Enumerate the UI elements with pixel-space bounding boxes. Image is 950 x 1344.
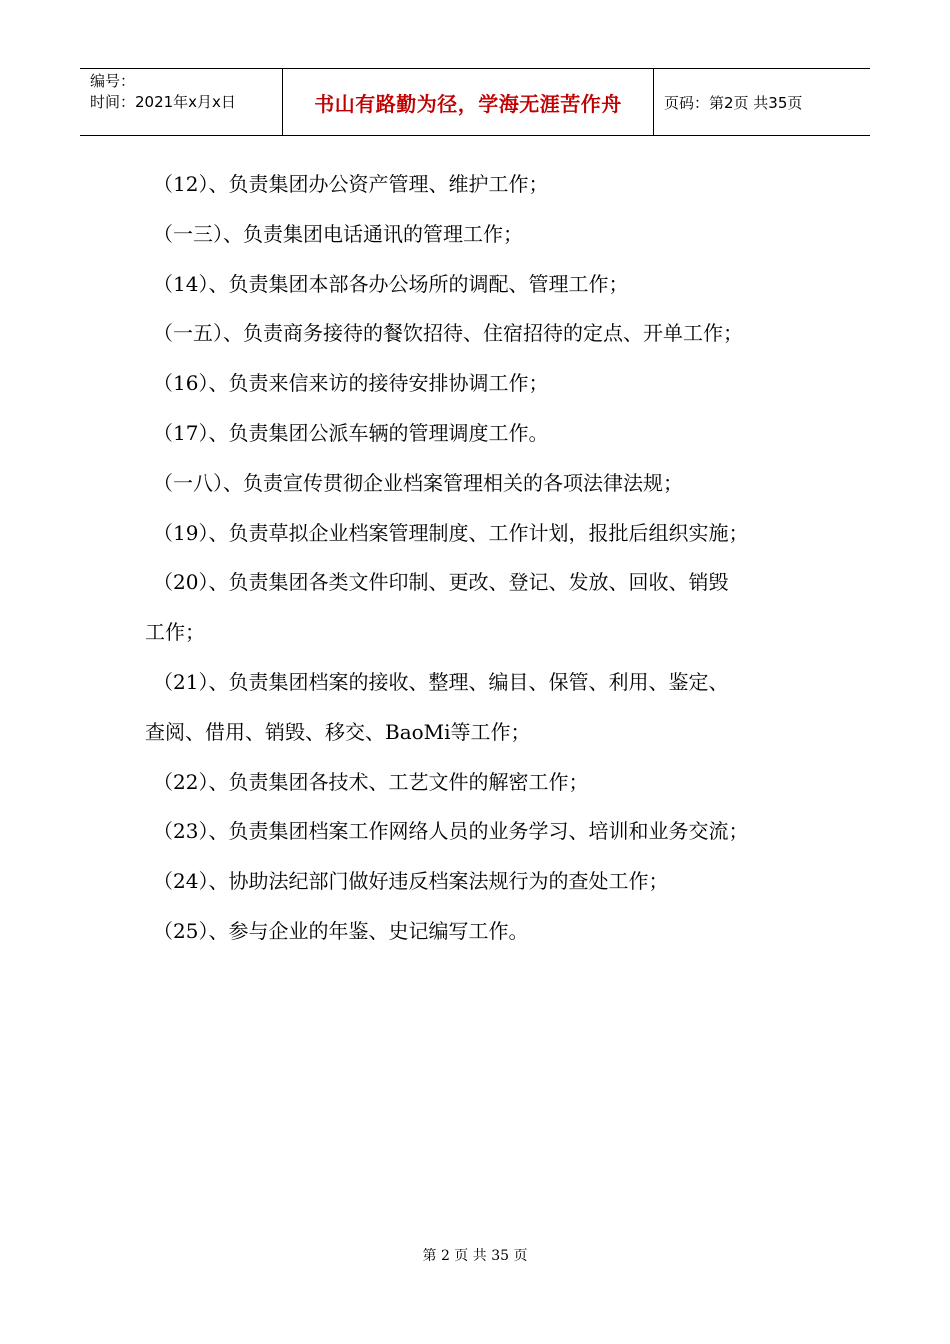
list-item: （22）、负责集团各技术、工艺文件的解密工作；	[153, 769, 589, 794]
list-item: （23）、负责集团档案工作网络人员的业务学习、培训和业务交流；	[153, 819, 749, 844]
footer-page-number: 第 2 页 共 35 页	[422, 1248, 528, 1264]
list-item: （一五）、负责商务接待的餐饮招待、住宿招待的定点、开单工作；	[153, 321, 743, 346]
document-body	[145, 160, 815, 957]
header-meta	[80, 69, 282, 135]
page-footer	[0, 1245, 950, 1265]
list-item: （14）、负责集团本部各办公场所的调配、管理工作；	[153, 271, 629, 296]
list-item: （25）、参与企业的年鉴、史记编写工作。	[153, 918, 529, 943]
list-item: （12）、负责集团办公资产管理、维护工作；	[153, 172, 549, 196]
list-item-continuation: 查阅、借用、销毁、移交、BaoMi等工作；	[145, 719, 531, 744]
list-item: （20）、负责集团各类文件印制、更改、登记、发放、回收、销毁	[153, 570, 729, 595]
page-info-text: 页码：第2页 共35页	[664, 93, 803, 112]
list-item: （17）、负责集团公派车辆的管理调度工作。	[153, 420, 549, 445]
page-header	[80, 68, 870, 136]
motto-text: 书山有路勤为径，学海无涯苦作舟	[314, 91, 622, 116]
list-item: （24）、协助法纪部门做好违反档案法规行为的查处工作；	[153, 869, 669, 894]
list-item: （21）、负责集团档案的接收、整理、编目、保管、利用、鉴定、	[153, 669, 729, 694]
list-item: （19）、负责草拟企业档案管理制度、工作计划，报批后组织实施；	[153, 520, 749, 545]
header-page-info	[654, 69, 870, 135]
document-number-label: 编号：	[90, 72, 136, 90]
document-time-label: 时间：2021年x月x日	[90, 93, 236, 111]
list-item: （一八）、负责宣传贯彻企业档案管理相关的各项法律法规；	[153, 470, 683, 495]
list-item: （16）、负责来信来访的接待安排协调工作；	[153, 371, 549, 396]
header-motto	[282, 69, 654, 135]
list-item: （一三）、负责集团电话通讯的管理工作；	[153, 221, 523, 246]
list-item-continuation: 工作；	[145, 620, 205, 645]
